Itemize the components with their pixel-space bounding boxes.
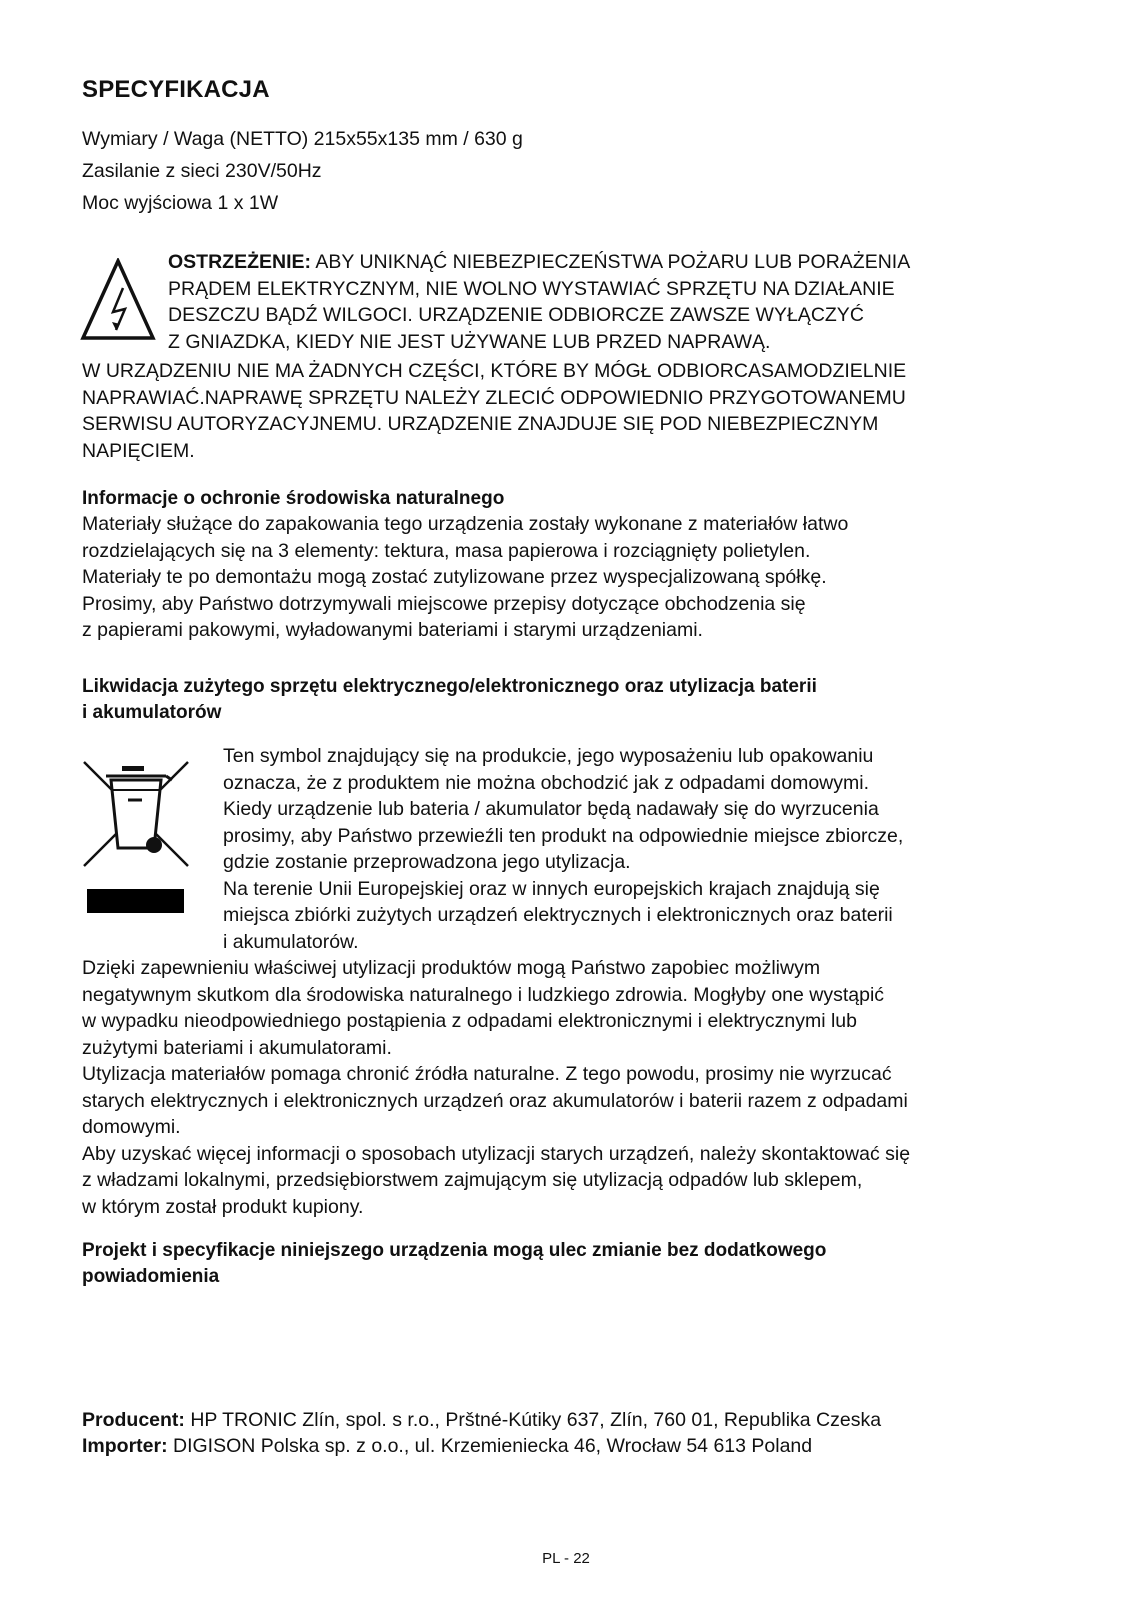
spec-dimensions: Wymiary / Waga (NETTO) 215x55x135 mm / 630 g (82, 128, 523, 150)
notice-line: powiadomienia (82, 1266, 220, 1287)
environment-line: Materiały te po demontażu mogą zostać zutylizowane przez wyspecjalizowaną spółkę. (82, 566, 827, 588)
warning-line: Z GNIAZDKA, KIEDY NIE JEST UŻYWANE LUB PRZED NAPRAWĄ. (168, 330, 771, 353)
producer-info (82, 1407, 881, 1433)
electric-shock-warning-icon (80, 258, 156, 342)
disposal-line: w którym został produkt kupiony. (82, 1195, 364, 1218)
warning-line: W URZĄDZENIU NIE MA ŻADNYCH CZĘŚCI, KTÓRE BY MÓGŁ ODBIORCASAMODZIELNIE (82, 360, 907, 382)
disposal-symbol-description (223, 743, 903, 955)
disposal-line: negatywnym skutkom dla środowiska naturalnego i ludzkiego zdrowia. Mogłyby one wystąpić (82, 983, 885, 1006)
producer-text: HP TRONIC Zlín, spol. s r.o., Prštné-Kútiky 637, Zlín, 760 01, Republika Czeska (184, 1409, 882, 1431)
warning-first-line (168, 249, 910, 276)
disposal-line: z władzami lokalnymi, przedsiębiorstwem zajmującym się utylizacją odpadów lub sklepem, (82, 1169, 863, 1191)
disposal-line: Utylizacja materiałów pomaga chronić źródła naturalne. Z tego powodu, prosimy nie wyrzucać (82, 1063, 892, 1085)
crossed-out-wheelie-bin-icon (82, 760, 194, 920)
importer-info (82, 1433, 812, 1459)
disposal-symbol-line: miejsca zbiórki zużytych urządzeń elektrycznych i elektronicznych oraz baterii (223, 904, 893, 926)
warning-first-line-text: ABY UNIKNĄĆ NIEBEZPIECZEŃSTWA POŻARU LUB PORAŻENIA (311, 251, 911, 273)
disposal-symbol-line: Ten symbol znajdujący się na produkcie, jego wyposażeniu lub opakowaniu (223, 745, 874, 767)
disposal-symbol-line: prosimy, aby Państwo przewieźli ten produkt na odpowiednie miejsce zbiorcze, (223, 824, 904, 847)
environment-line: Materiały służące do zapakowania tego urządzenia zostały wykonane z materiałów łatwo (82, 513, 849, 535)
warning-label: OSTRZEŻENIE: (168, 251, 312, 273)
disposal-line: zużytymi bateriami i akumulatorami. (82, 1036, 392, 1059)
page-title: SPECYFIKACJA (82, 76, 270, 103)
disposal-heading-line: i akumulatorów (82, 702, 222, 723)
warning-block (168, 249, 910, 355)
warning-continuation (82, 358, 906, 464)
spec-output-power: Moc wyjściowa 1 x 1W (82, 192, 279, 214)
disposal-heading (82, 674, 817, 726)
producer-label: Producent: (82, 1409, 185, 1431)
disposal-paragraph (82, 955, 910, 1220)
disposal-line: Aby uzyskać więcej informacji o sposobach utylizacji starych urządzeń, należy skontaktować się (82, 1142, 911, 1165)
warning-line: DESZCZU BĄDŹ WILGOCI. URZĄDZENIE ODBIORCZE ZAWSZE WYŁĄCZYĆ (168, 304, 864, 326)
disposal-line: w wypadku nieodpowiedniego postąpienia z odpadami elektronicznymi i elektrycznymi lub (82, 1010, 858, 1032)
environment-line: rozdzielających się na 3 elementy: tektura, masa papierowa i rozciągnięty polietylen. (82, 539, 811, 562)
disposal-line: domowymi. (82, 1116, 181, 1138)
environment-line: Prosimy, aby Państwo dotrzymywali miejscowe przepisy dotyczące obchodzenia się (82, 592, 806, 615)
environment-line: z papierami pakowymi, wyładowanymi bateriami i starymi urządzeniami. (82, 619, 703, 641)
disposal-symbol-line: Na terenie Unii Europejskiej oraz w innych europejskich krajach znajdują się (223, 877, 880, 900)
environment-heading: Informacje o ochronie środowiska naturalnego (82, 488, 505, 509)
disposal-heading-line: Likwidacja zużytego sprzętu elektrycznego/elektronicznego oraz utylizacja baterii (82, 676, 817, 697)
disposal-symbol-line: oznacza, że z produktem nie można obchodzić jak z odpadami domowymi. (223, 771, 869, 794)
warning-line: NAPRAWIAĆ.NAPRAWĘ SPRZĘTU NALEŻY ZLECIĆ ODPOWIEDNIO PRZYGOTOWANEMU (82, 386, 906, 409)
disposal-symbol-line: Kiedy urządzenie lub bateria / akumulator będą nadawały się do wyrzucenia (223, 798, 879, 820)
specification-change-notice (82, 1238, 826, 1290)
environment-paragraph (82, 511, 848, 644)
page-number: PL - 22 (542, 1550, 590, 1567)
disposal-symbol-line: i akumulatorów. (223, 930, 359, 953)
importer-label: Importer: (82, 1435, 168, 1457)
disposal-line: Dzięki zapewnieniu właściwej utylizacji produktów mogą Państwo zapobiec możliwym (82, 957, 821, 979)
disposal-line: starych elektrycznych i elektronicznych urządzeń oraz akumulatorów i baterii razem z odpadami (82, 1089, 908, 1112)
warning-line: PRĄDEM ELEKTRYCZNYM, NIE WOLNO WYSTAWIAĆ SPRZĘTU NA DZIAŁANIE (168, 277, 895, 300)
importer-text: DIGISON Polska sp. z o.o., ul. Krzemieniecka 46, Wrocław 54 613 Poland (167, 1435, 813, 1457)
spec-power-supply: Zasilanie z sieci 230V/50Hz (82, 160, 322, 182)
warning-line: SERWISU AUTORYZACYJNEMU. URZĄDZENIE ZNAJDUJE SIĘ POD NIEBEZPIECZNYM (82, 413, 879, 435)
warning-line: NAPIĘCIEM. (82, 439, 195, 462)
disposal-symbol-line: gdzie zostanie przeprowadzona jego utylizacja. (223, 851, 631, 873)
notice-line: Projekt i specyfikacje niniejszego urządzenia mogą ulec zmianie bez dodatkowego (82, 1240, 827, 1261)
